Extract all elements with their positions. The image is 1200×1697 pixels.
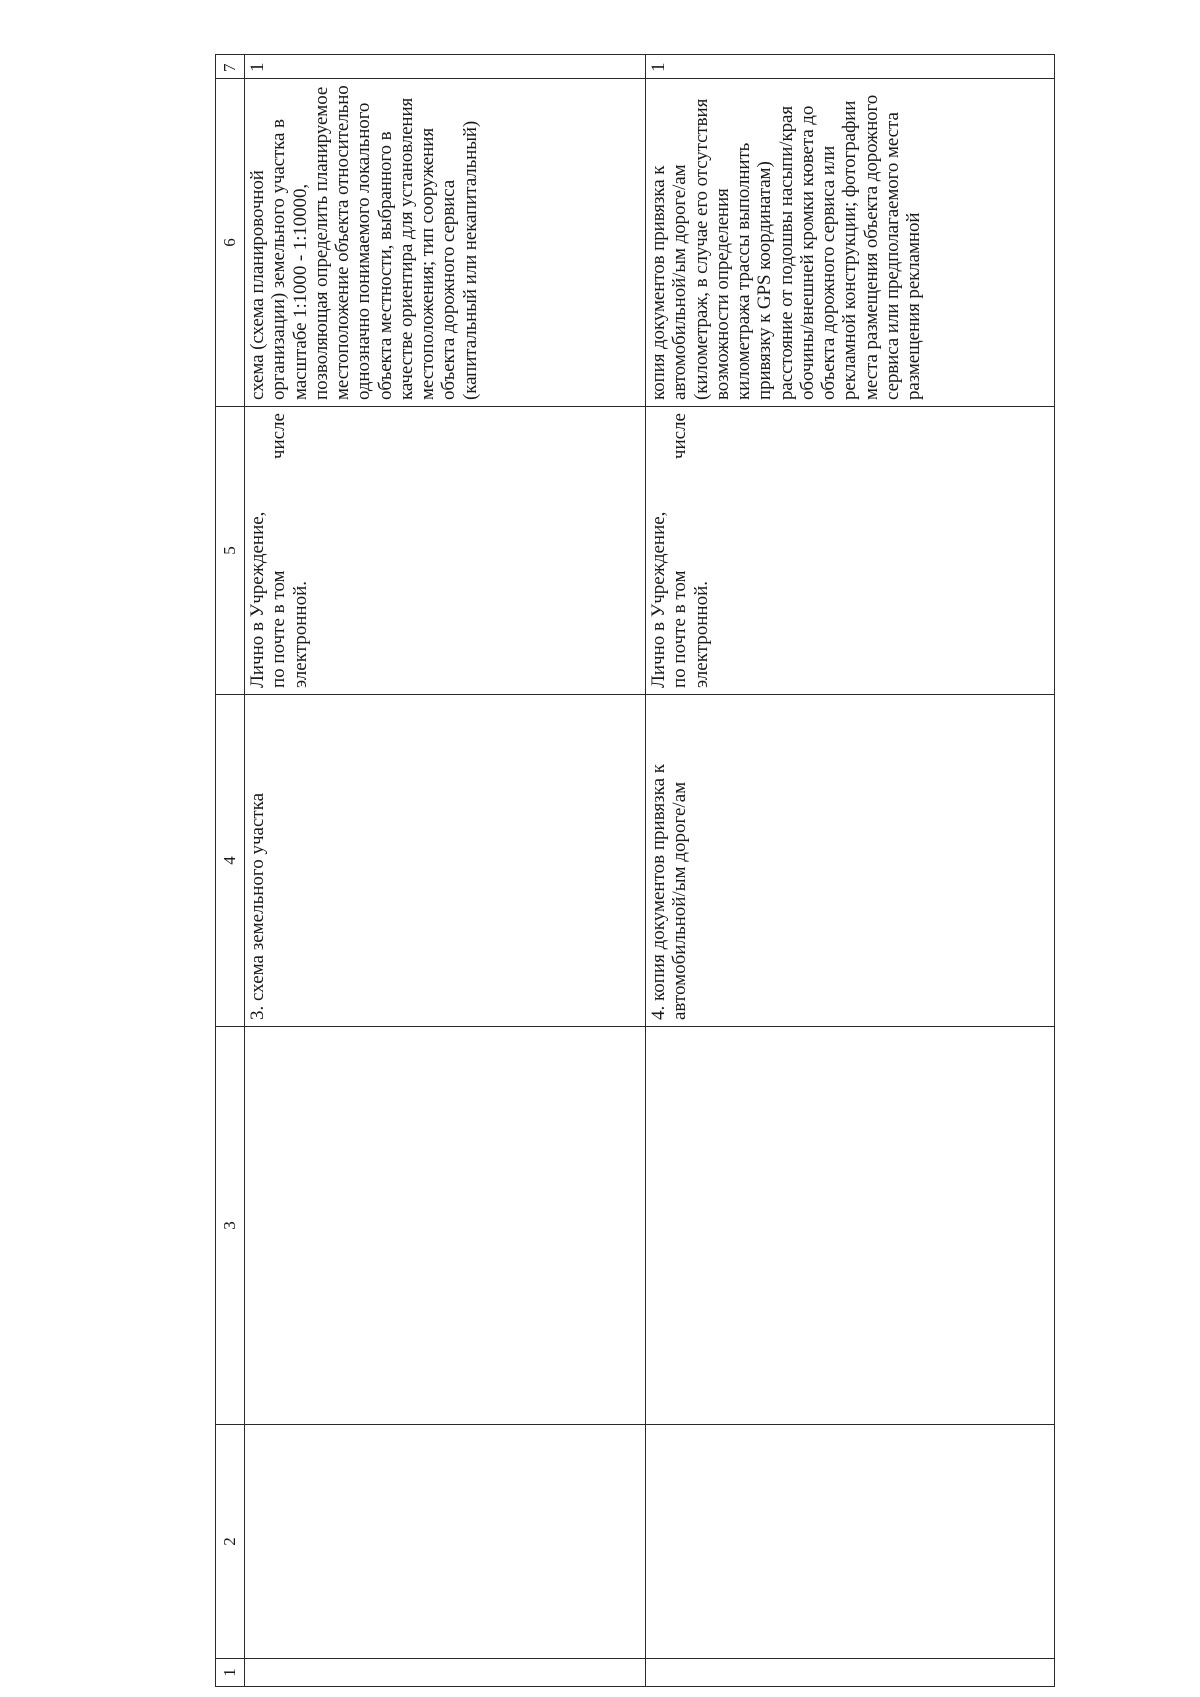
- header-col-1: 1: [216, 1659, 245, 1687]
- header-col-7: 7: [216, 55, 245, 79]
- cell-col-4: 3. схема земельного участка: [245, 695, 646, 1027]
- cell-col-7: 1: [245, 55, 646, 79]
- cell-col-6: копия документов привязка к автомобильной/ым дороге/ам (километраж, в случае его отсутствия возможности определения километража трассы выполнить привязку к GPS координатам) расстояние от подошвы насыпи/края обочины/внешней кромки кювета до объекта дорожного сервиса или рекламной конструкции; фотографии места размещения объекта дорожного сервиса или предполагаемого места размещения рекламной: [646, 79, 1055, 407]
- delivery-line-2-end: числе: [268, 413, 290, 460]
- header-col-4: 4: [216, 695, 245, 1027]
- cell-col-4: 4. копия документов привязка к автомобильной/ым дороге/ам: [646, 695, 1055, 1027]
- cell-col-5: [245, 407, 646, 695]
- delivery-line-1: Лично в Учреждение,: [648, 511, 669, 688]
- delivery-line-2: [669, 413, 690, 688]
- cell-col-5: [646, 407, 1055, 695]
- delivery-line-2-end: числе: [669, 413, 691, 460]
- cell-col-1: [245, 1659, 646, 1687]
- cell-col-3: [646, 1027, 1055, 1425]
- delivery-line-3: электронной.: [690, 581, 712, 688]
- cell-col-2: [245, 1425, 646, 1659]
- table-row: [646, 55, 1055, 1687]
- delivery-line-3: электронной.: [289, 581, 311, 688]
- header-row: [216, 55, 245, 1687]
- rotated-document-page: [215, 55, 1135, 1687]
- cell-col-7: 1: [646, 55, 1055, 79]
- delivery-line-1: Лично в Учреждение,: [247, 511, 268, 688]
- delivery-line-2-start: по почте в том: [669, 570, 691, 688]
- table-row: [245, 55, 646, 1687]
- cell-col-3: [245, 1027, 646, 1425]
- header-col-2: 2: [216, 1425, 245, 1659]
- cell-col-6: схема (схема планировочной организации) земельного участка в масштабе 1:1000 - 1:10000, позволяющая определить планируемое местоположение объекта относительно однозначно понимаемого локального объекта местности, выбранного в качестве ориентира для установления местоположения; тип сооружения объекта дорожного сервиса (капитальный или некапитальный): [245, 79, 646, 407]
- document-table: [215, 54, 1055, 1687]
- cell-col-2: [646, 1425, 1055, 1659]
- header-col-6: 6: [216, 79, 245, 407]
- cell-col-1: [646, 1659, 1055, 1687]
- header-col-3: 3: [216, 1027, 245, 1425]
- delivery-line-2-start: по почте в том: [268, 570, 290, 688]
- header-col-5: 5: [216, 407, 245, 695]
- delivery-line-2: [268, 413, 289, 688]
